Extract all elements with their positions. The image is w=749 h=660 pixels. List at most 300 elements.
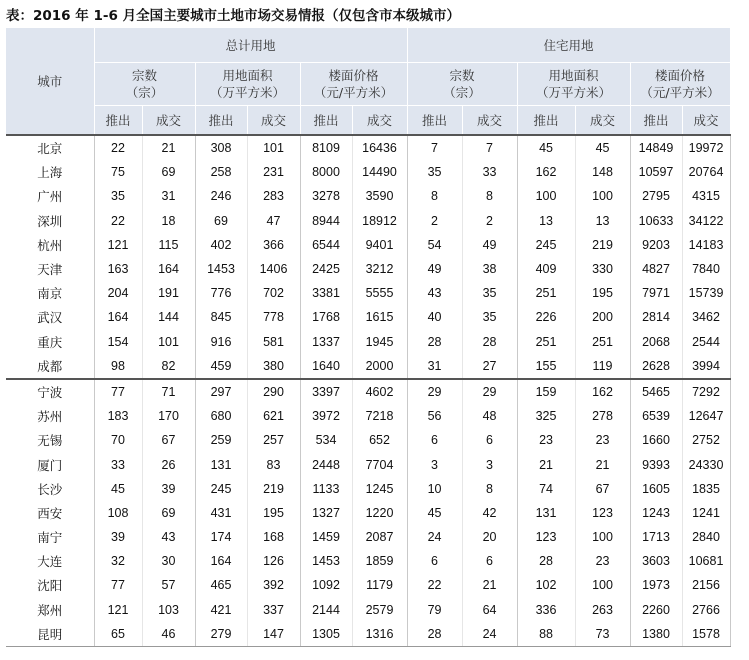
value-cell: 581: [247, 330, 300, 354]
value-cell: 409: [517, 257, 575, 281]
value-cell: 200: [575, 305, 630, 329]
value-cell: 1220: [352, 501, 407, 525]
city-cell: 深圳: [6, 209, 94, 233]
value-cell: 5465: [630, 379, 682, 404]
value-cell: 144: [142, 305, 195, 329]
city-cell: 北京: [6, 135, 94, 160]
value-cell: 174: [195, 525, 247, 549]
value-cell: 10633: [630, 209, 682, 233]
value-cell: 32: [94, 549, 142, 573]
value-cell: 31: [407, 354, 462, 379]
city-cell: 天津: [6, 257, 94, 281]
value-cell: 14183: [682, 233, 730, 257]
value-cell: 916: [195, 330, 247, 354]
value-cell: 2087: [352, 525, 407, 549]
city-cell: 广州: [6, 184, 94, 208]
value-cell: 8109: [300, 135, 352, 160]
value-cell: 77: [94, 573, 142, 597]
value-cell: 20764: [682, 160, 730, 184]
value-cell: 154: [94, 330, 142, 354]
value-cell: 279: [195, 622, 247, 647]
value-cell: 1453: [195, 257, 247, 281]
total-floor-price-header: 楼面价格 （元/平方米）: [300, 63, 407, 106]
value-cell: 778: [247, 305, 300, 329]
value-cell: 100: [575, 184, 630, 208]
city-cell: 上海: [6, 160, 94, 184]
launch-header: 推出: [517, 106, 575, 136]
residential-land-area-header: 用地面积 （万平方米）: [517, 63, 630, 106]
table-row: [6, 281, 730, 305]
value-cell: 1241: [682, 501, 730, 525]
value-cell: 621: [247, 404, 300, 428]
value-cell: 98: [94, 354, 142, 379]
value-cell: 74: [517, 477, 575, 501]
residential-land-group-header: 住宅用地: [407, 28, 730, 63]
table-row: [6, 233, 730, 257]
value-cell: 21: [142, 135, 195, 160]
value-cell: 18: [142, 209, 195, 233]
value-cell: 15739: [682, 281, 730, 305]
value-cell: 29: [407, 379, 462, 404]
value-cell: 1660: [630, 428, 682, 452]
deal-header: 成交: [682, 106, 730, 136]
value-cell: 56: [407, 404, 462, 428]
table-row: [6, 573, 730, 597]
value-cell: 159: [517, 379, 575, 404]
value-cell: 49: [462, 233, 517, 257]
value-cell: 6544: [300, 233, 352, 257]
value-cell: 195: [575, 281, 630, 305]
value-cell: 47: [247, 209, 300, 233]
value-cell: 366: [247, 233, 300, 257]
value-cell: 67: [575, 477, 630, 501]
value-cell: 23: [575, 428, 630, 452]
residential-parcel-count-header: 宗数 （宗）: [407, 63, 517, 106]
value-cell: 45: [407, 501, 462, 525]
value-cell: 680: [195, 404, 247, 428]
value-cell: 7704: [352, 452, 407, 476]
table-title: 表：2016 年 1-6 月全国主要城市土地市场交易情报（仅包含市本级城市）: [6, 8, 461, 24]
value-cell: 8944: [300, 209, 352, 233]
value-cell: 45: [517, 135, 575, 160]
value-cell: 3: [462, 452, 517, 476]
value-cell: 195: [247, 501, 300, 525]
launch-header: 推出: [407, 106, 462, 136]
value-cell: 278: [575, 404, 630, 428]
value-cell: 30: [142, 549, 195, 573]
value-cell: 465: [195, 573, 247, 597]
deal-header: 成交: [142, 106, 195, 136]
value-cell: 5555: [352, 281, 407, 305]
value-cell: 16436: [352, 135, 407, 160]
value-cell: 20: [462, 525, 517, 549]
city-cell: 郑州: [6, 598, 94, 622]
value-cell: 54: [407, 233, 462, 257]
value-cell: 108: [94, 501, 142, 525]
table-row: [6, 525, 730, 549]
value-cell: 35: [94, 184, 142, 208]
value-cell: 8: [407, 184, 462, 208]
value-cell: 45: [575, 135, 630, 160]
city-cell: 大连: [6, 549, 94, 573]
deal-header: 成交: [247, 106, 300, 136]
value-cell: 4602: [352, 379, 407, 404]
value-cell: 34122: [682, 209, 730, 233]
value-cell: 24330: [682, 452, 730, 476]
value-cell: 1453: [300, 549, 352, 573]
value-cell: 1316: [352, 622, 407, 647]
value-cell: 251: [575, 330, 630, 354]
value-cell: 325: [517, 404, 575, 428]
value-cell: 101: [247, 135, 300, 160]
value-cell: 231: [247, 160, 300, 184]
value-cell: 2448: [300, 452, 352, 476]
value-cell: 402: [195, 233, 247, 257]
value-cell: 6539: [630, 404, 682, 428]
value-cell: 28: [407, 330, 462, 354]
value-cell: 43: [142, 525, 195, 549]
value-cell: 330: [575, 257, 630, 281]
value-cell: 2068: [630, 330, 682, 354]
value-cell: 24: [407, 525, 462, 549]
table-row: [6, 160, 730, 184]
city-cell: 西安: [6, 501, 94, 525]
deal-header: 成交: [352, 106, 407, 136]
value-cell: 69: [142, 160, 195, 184]
value-cell: 170: [142, 404, 195, 428]
value-cell: 1615: [352, 305, 407, 329]
value-cell: 1092: [300, 573, 352, 597]
value-cell: 8: [462, 184, 517, 208]
value-cell: 1459: [300, 525, 352, 549]
value-cell: 35: [462, 281, 517, 305]
value-cell: 73: [575, 622, 630, 647]
value-cell: 164: [94, 305, 142, 329]
table-row: [6, 452, 730, 476]
table-row: [6, 330, 730, 354]
value-cell: 308: [195, 135, 247, 160]
value-cell: 1380: [630, 622, 682, 647]
value-cell: 164: [195, 549, 247, 573]
table-body: [6, 135, 730, 646]
value-cell: 1243: [630, 501, 682, 525]
city-cell: 昆明: [6, 622, 94, 647]
city-cell: 无锡: [6, 428, 94, 452]
city-cell: 宁波: [6, 379, 94, 404]
value-cell: 4315: [682, 184, 730, 208]
city-cell: 武汉: [6, 305, 94, 329]
value-cell: 19972: [682, 135, 730, 160]
value-cell: 2260: [630, 598, 682, 622]
launch-header: 推出: [94, 106, 142, 136]
value-cell: 3590: [352, 184, 407, 208]
value-cell: 226: [517, 305, 575, 329]
value-cell: 48: [462, 404, 517, 428]
value-cell: 258: [195, 160, 247, 184]
launch-header: 推出: [195, 106, 247, 136]
value-cell: 2795: [630, 184, 682, 208]
value-cell: 3994: [682, 354, 730, 379]
value-cell: 776: [195, 281, 247, 305]
value-cell: 67: [142, 428, 195, 452]
value-cell: 245: [195, 477, 247, 501]
table-row: [6, 305, 730, 329]
value-cell: 7: [407, 135, 462, 160]
value-cell: 155: [517, 354, 575, 379]
value-cell: 3972: [300, 404, 352, 428]
value-cell: 283: [247, 184, 300, 208]
value-cell: 79: [407, 598, 462, 622]
table-row: [6, 428, 730, 452]
value-cell: 21: [462, 573, 517, 597]
value-cell: 10: [407, 477, 462, 501]
value-cell: 6: [462, 549, 517, 573]
value-cell: 70: [94, 428, 142, 452]
value-cell: 702: [247, 281, 300, 305]
value-cell: 2: [407, 209, 462, 233]
value-cell: 337: [247, 598, 300, 622]
value-cell: 10681: [682, 549, 730, 573]
value-cell: 1305: [300, 622, 352, 647]
value-cell: 2840: [682, 525, 730, 549]
value-cell: 40: [407, 305, 462, 329]
value-cell: 46: [142, 622, 195, 647]
city-cell: 南京: [6, 281, 94, 305]
value-cell: 1973: [630, 573, 682, 597]
value-cell: 1245: [352, 477, 407, 501]
value-cell: 219: [575, 233, 630, 257]
value-cell: 4827: [630, 257, 682, 281]
value-cell: 204: [94, 281, 142, 305]
value-cell: 246: [195, 184, 247, 208]
value-cell: 1859: [352, 549, 407, 573]
value-cell: 3278: [300, 184, 352, 208]
value-cell: 1768: [300, 305, 352, 329]
value-cell: 2425: [300, 257, 352, 281]
value-cell: 8000: [300, 160, 352, 184]
value-cell: 259: [195, 428, 247, 452]
value-cell: 102: [517, 573, 575, 597]
value-cell: 35: [407, 160, 462, 184]
city-cell: 厦门: [6, 452, 94, 476]
value-cell: 23: [517, 428, 575, 452]
value-cell: 121: [94, 598, 142, 622]
table-row: [6, 404, 730, 428]
city-cell: 成都: [6, 354, 94, 379]
value-cell: 43: [407, 281, 462, 305]
value-cell: 31: [142, 184, 195, 208]
value-cell: 3397: [300, 379, 352, 404]
value-cell: 39: [142, 477, 195, 501]
value-cell: 183: [94, 404, 142, 428]
city-cell: 南宁: [6, 525, 94, 549]
value-cell: 1640: [300, 354, 352, 379]
value-cell: 2766: [682, 598, 730, 622]
value-cell: 21: [575, 452, 630, 476]
value-cell: 163: [94, 257, 142, 281]
value-cell: 7: [462, 135, 517, 160]
value-cell: 2000: [352, 354, 407, 379]
value-cell: 2628: [630, 354, 682, 379]
value-cell: 33: [94, 452, 142, 476]
value-cell: 3: [407, 452, 462, 476]
value-cell: 2144: [300, 598, 352, 622]
value-cell: 49: [407, 257, 462, 281]
value-cell: 9203: [630, 233, 682, 257]
value-cell: 9401: [352, 233, 407, 257]
value-cell: 123: [517, 525, 575, 549]
land-market-table: [6, 28, 731, 647]
total-parcel-count-header: 宗数 （宗）: [94, 63, 195, 106]
value-cell: 3603: [630, 549, 682, 573]
value-cell: 2544: [682, 330, 730, 354]
value-cell: 23: [575, 549, 630, 573]
value-cell: 24: [462, 622, 517, 647]
value-cell: 380: [247, 354, 300, 379]
value-cell: 251: [517, 281, 575, 305]
value-cell: 168: [247, 525, 300, 549]
value-cell: 2: [462, 209, 517, 233]
value-cell: 2579: [352, 598, 407, 622]
table-row: [6, 598, 730, 622]
value-cell: 7971: [630, 281, 682, 305]
value-cell: 3212: [352, 257, 407, 281]
value-cell: 7840: [682, 257, 730, 281]
value-cell: 10597: [630, 160, 682, 184]
value-cell: 6: [407, 428, 462, 452]
city-cell: 苏州: [6, 404, 94, 428]
value-cell: 64: [462, 598, 517, 622]
deal-header: 成交: [575, 106, 630, 136]
value-cell: 88: [517, 622, 575, 647]
value-cell: 251: [517, 330, 575, 354]
value-cell: 3462: [682, 305, 730, 329]
value-cell: 101: [142, 330, 195, 354]
value-cell: 22: [407, 573, 462, 597]
value-cell: 3381: [300, 281, 352, 305]
value-cell: 119: [575, 354, 630, 379]
value-cell: 14849: [630, 135, 682, 160]
value-cell: 1713: [630, 525, 682, 549]
value-cell: 33: [462, 160, 517, 184]
value-cell: 1835: [682, 477, 730, 501]
table-row: [6, 135, 730, 160]
value-cell: 162: [575, 379, 630, 404]
table-row: [6, 477, 730, 501]
table-row: [6, 622, 730, 647]
total-land-area-header: 用地面积 （万平方米）: [195, 63, 300, 106]
value-cell: 8: [462, 477, 517, 501]
value-cell: 45: [94, 477, 142, 501]
value-cell: 845: [195, 305, 247, 329]
table-row: [6, 354, 730, 379]
launch-header: 推出: [300, 106, 352, 136]
value-cell: 103: [142, 598, 195, 622]
value-cell: 1133: [300, 477, 352, 501]
table-row: [6, 184, 730, 208]
value-cell: 69: [195, 209, 247, 233]
value-cell: 2156: [682, 573, 730, 597]
value-cell: 126: [247, 549, 300, 573]
value-cell: 115: [142, 233, 195, 257]
value-cell: 162: [517, 160, 575, 184]
value-cell: 123: [575, 501, 630, 525]
value-cell: 35: [462, 305, 517, 329]
city-cell: 重庆: [6, 330, 94, 354]
value-cell: 297: [195, 379, 247, 404]
value-cell: 147: [247, 622, 300, 647]
table-row: [6, 549, 730, 573]
value-cell: 100: [517, 184, 575, 208]
value-cell: 12647: [682, 404, 730, 428]
value-cell: 69: [142, 501, 195, 525]
value-cell: 257: [247, 428, 300, 452]
city-cell: 杭州: [6, 233, 94, 257]
value-cell: 164: [142, 257, 195, 281]
value-cell: 1578: [682, 622, 730, 647]
value-cell: 75: [94, 160, 142, 184]
value-cell: 28: [407, 622, 462, 647]
value-cell: 245: [517, 233, 575, 257]
value-cell: 2814: [630, 305, 682, 329]
table-row: [6, 209, 730, 233]
value-cell: 1327: [300, 501, 352, 525]
value-cell: 1605: [630, 477, 682, 501]
city-cell: 沈阳: [6, 573, 94, 597]
value-cell: 263: [575, 598, 630, 622]
value-cell: 121: [94, 233, 142, 257]
value-cell: 28: [517, 549, 575, 573]
value-cell: 9393: [630, 452, 682, 476]
value-cell: 652: [352, 428, 407, 452]
value-cell: 1406: [247, 257, 300, 281]
residential-floor-price-header: 楼面价格 （元/平方米）: [630, 63, 730, 106]
table-row: [6, 501, 730, 525]
city-column-header: 城市: [6, 28, 94, 135]
table-row: [6, 257, 730, 281]
value-cell: 431: [195, 501, 247, 525]
value-cell: 13: [517, 209, 575, 233]
value-cell: 28: [462, 330, 517, 354]
value-cell: 6: [462, 428, 517, 452]
value-cell: 65: [94, 622, 142, 647]
table-row: [6, 379, 730, 404]
value-cell: 219: [247, 477, 300, 501]
value-cell: 22: [94, 135, 142, 160]
value-cell: 57: [142, 573, 195, 597]
value-cell: 22: [94, 209, 142, 233]
value-cell: 82: [142, 354, 195, 379]
value-cell: 29: [462, 379, 517, 404]
value-cell: 83: [247, 452, 300, 476]
value-cell: 14490: [352, 160, 407, 184]
value-cell: 191: [142, 281, 195, 305]
value-cell: 71: [142, 379, 195, 404]
value-cell: 1337: [300, 330, 352, 354]
deal-header: 成交: [462, 106, 517, 136]
value-cell: 534: [300, 428, 352, 452]
value-cell: 26: [142, 452, 195, 476]
value-cell: 100: [575, 525, 630, 549]
value-cell: 38: [462, 257, 517, 281]
value-cell: 336: [517, 598, 575, 622]
value-cell: 42: [462, 501, 517, 525]
value-cell: 131: [195, 452, 247, 476]
value-cell: 148: [575, 160, 630, 184]
value-cell: 459: [195, 354, 247, 379]
value-cell: 1179: [352, 573, 407, 597]
value-cell: 1945: [352, 330, 407, 354]
